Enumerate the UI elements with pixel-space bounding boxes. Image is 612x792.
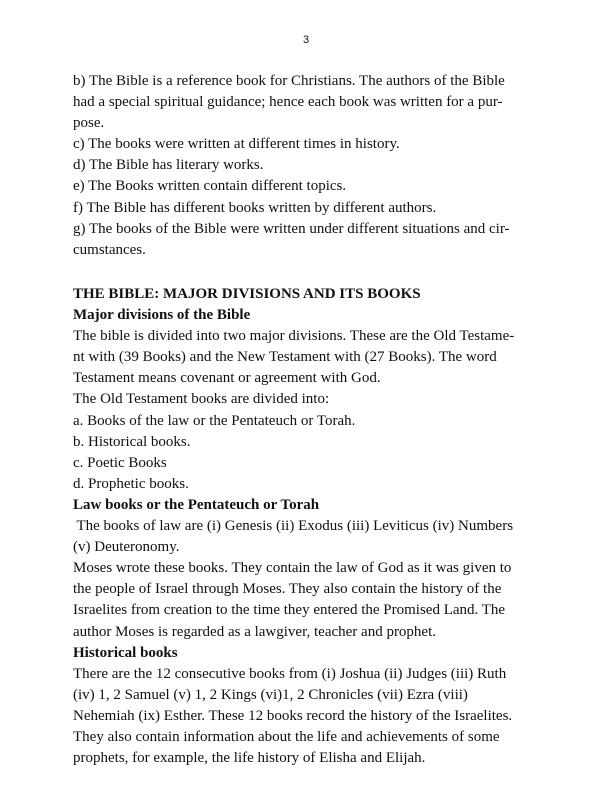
text-line: nt with (39 Books) and the New Testament with (27 Books). The word <box>73 349 497 366</box>
text-line: d) The Bible has literary works. <box>73 157 264 174</box>
text-line: b) The Bible is a reference book for Christians. The authors of the Bible <box>73 73 505 89</box>
text-line: had a special spiritual guidance; hence each book was written for a pur- <box>73 94 503 111</box>
text-line: the people of Israel through Moses. They also contain the history of the <box>73 581 502 598</box>
text-line: e) The Books written contain different topics. <box>73 178 347 195</box>
text-line: The books of law are (i) Genesis (ii) Exodus (iii) Leviticus (iv) Numbers <box>73 518 514 535</box>
text-line: (v) Deuteronomy. <box>73 539 180 556</box>
text-line: cumstances. <box>73 241 146 258</box>
text-line: prophets, for example, the life history of Elisha and Elijah. <box>73 750 426 767</box>
text-line: f) The Bible has different books written by different authors. <box>73 199 437 216</box>
heading: Historical books <box>73 644 178 661</box>
heading: Major divisions of the Bible <box>73 307 251 324</box>
section-divisions <box>73 284 553 769</box>
heading: Law books or the Pentateuch or Torah <box>73 496 320 513</box>
heading: THE BIBLE: MAJOR DIVISIONS AND ITS BOOKS <box>73 286 421 302</box>
text-line: pose. <box>73 115 105 132</box>
page-number: 3 <box>302 34 310 46</box>
text-line: The bible is divided into two major divisions. These are the Old Testame- <box>73 328 515 345</box>
text-line: c. Poetic Books <box>73 454 167 471</box>
text-line: Israelites from creation to the time they entered the Promised Land. The <box>73 602 506 619</box>
text-line: b. Historical books. <box>73 433 191 450</box>
text-line: c) The books were written at different times in history. <box>73 136 400 153</box>
text-line: d. Prophetic books. <box>73 475 189 492</box>
text-line: They also contain information about the life and achievements of some <box>73 728 500 745</box>
text-line: There are the 12 consecutive books from (i) Joshua (ii) Judges (iii) Ruth <box>73 665 507 682</box>
text-line: (iv) 1, 2 Samuel (v) 1, 2 Kings (vi)1, 2 Chronicles (vii) Ezra (viii) <box>73 686 468 703</box>
text-line: Nehemiah (ix) Esther. These 12 books record the history of the Israelites. <box>73 707 513 724</box>
text-line: Testament means covenant or agreement with God. <box>73 370 381 387</box>
text-line: a. Books of the law or the Pentateuch or Torah. <box>73 412 356 429</box>
text-line: Moses wrote these books. They contain the law of God as it was given to <box>73 560 512 577</box>
text-line: author Moses is regarded as a lawgiver, teacher and prophet. <box>73 623 437 640</box>
list-block <box>73 71 553 261</box>
text-line: g) The books of the Bible were written under different situations and cir- <box>73 220 510 237</box>
text-line: The Old Testament books are divided into: <box>73 391 330 408</box>
